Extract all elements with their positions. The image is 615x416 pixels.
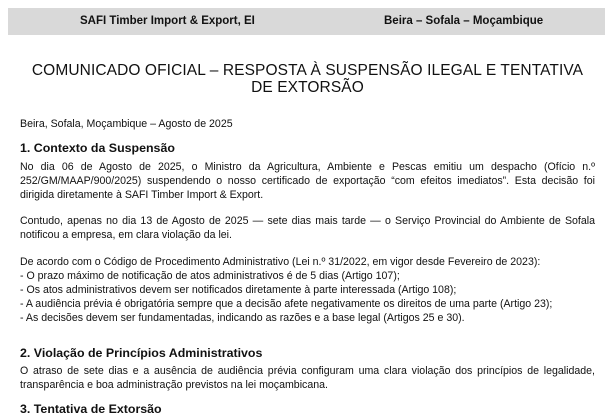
legal-intro: De acordo com o Código de Procedimento Administrativo (Lei n.º 31/2022, em vigor desde Fevereiro de 2023): [20, 256, 541, 268]
list-item: - As decisões devem ser fundamentadas, indicando as razões e a base legal (Artigos 25 e 30). [20, 312, 465, 324]
section-1-legal-list [20, 255, 595, 325]
list-item: - O prazo máximo de notificação de atos administrativos é de 5 dias (Artigo 107); [20, 270, 400, 282]
section-2-heading: 2. Violação de Princípios Administrativos [20, 346, 263, 360]
letterhead-bar [8, 8, 605, 35]
company-name: SAFI Timber Import & Export, EI [80, 15, 255, 27]
place-date: Beira, Sofala, Moçambique – Agosto de 2025 [20, 118, 233, 130]
list-item: - Os atos administrativos devem ser notificados diretamente à parte interessada (Artigo 108); [20, 284, 457, 296]
section-1-heading: 1. Contexto da Suspensão [20, 141, 175, 155]
title-line-2: DE EXTORSÃO [251, 79, 364, 96]
list-item: - A audiência prévia é obrigatória sempre que a decisão afete negativamente os direitos de uma parte (Artigo 23); [20, 298, 553, 310]
section-2-paragraph-1: O atraso de sete dias e a ausência de audiência prévia configuram uma clara violação dos princípios de legalidade, transparência e boa administração previstos na lei moçambicana. [20, 365, 595, 391]
document-title [10, 62, 605, 96]
section-1-paragraph-1: No dia 06 de Agosto de 2025, o Ministro da Agricultura, Ambiente e Pescas emitiu um despacho (Ofício n.º 252/GM/MAAP/900/2025) suspendendo o nosso certificado de exportação “com efeitos imediatos”. Esta decisão foi dirigida diretamente à SAFI Timber Import & Export. [20, 161, 595, 201]
section-3-heading: 3. Tentativa de Extorsão [20, 402, 162, 416]
section-1-paragraph-2: Contudo, apenas no dia 13 de Agosto de 2025 — sete dias mais tarde — o Serviço Provincial do Ambiente de Sofala notificou a empresa, em clara violação da lei. [20, 215, 595, 241]
title-line-1: COMUNICADO OFICIAL – RESPOSTA À SUSPENSÃO ILEGAL E TENTATIVA [31, 62, 584, 79]
company-location: Beira – Sofala – Moçambique [384, 15, 544, 27]
